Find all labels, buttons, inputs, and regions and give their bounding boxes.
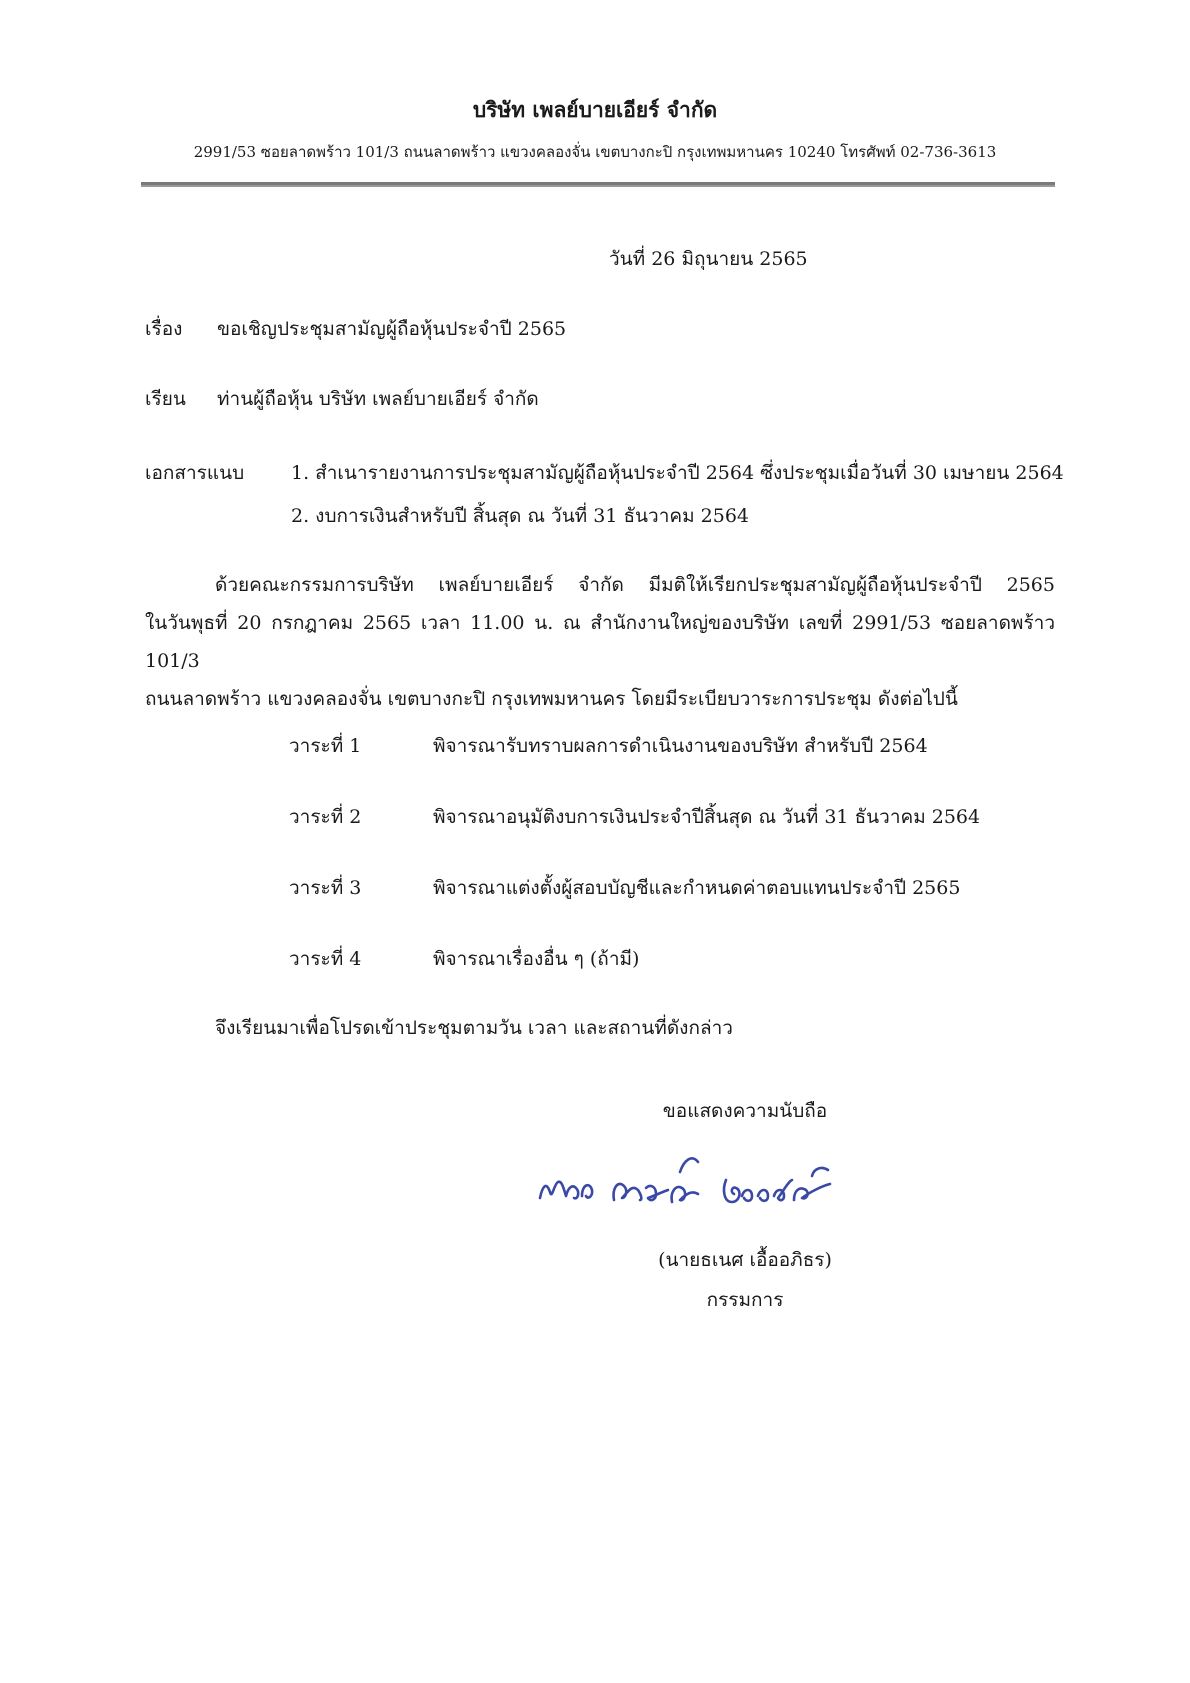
agenda-item bbox=[0, 944, 1190, 974]
agenda-number: วาระที่ 4 bbox=[289, 948, 362, 970]
agenda-number: วาระที่ 2 bbox=[289, 806, 362, 828]
agenda-text: พิจารณาอนุมัติงบการเงินประจำปีสิ้นสุด ณ วันที่ 31 ธันวาคม 2564 bbox=[433, 806, 981, 828]
attachment-item-2: 2. งบการเงินสำหรับปี สิ้นสุด ณ วันที่ 31 ธันวาคม 2564 bbox=[291, 505, 750, 527]
recipient-label: เรียน bbox=[145, 388, 186, 410]
company-name: บริษัท เพลย์บายเอียร์ จำกัด bbox=[472, 97, 718, 122]
attachment-item-1: 1. สำเนารายงานการประชุมสามัญผู้ถือหุ้นประจำปี 2564 ซึ่งประชุมเมื่อวันที่ 30 เมษายน 2564 bbox=[291, 462, 1064, 484]
agenda-text: พิจารณารับทราบผลการดำเนินงานของบริษัท สำหรับปี 2564 bbox=[433, 735, 928, 757]
signer-name: (นายธเนศ เอื้ออภิธร) bbox=[658, 1249, 832, 1271]
agenda-item bbox=[0, 731, 1190, 761]
company-address: 2991/53 ซอยลาดพร้าว 101/3 ถนนลาดพร้าว แขวงคลองจั่น เขตบางกะปิ กรุงเทพมหานคร 10240 โทรศัพท์ 02-736-3613 bbox=[193, 143, 997, 161]
body-line-1: ด้วยคณะกรรมการบริษัท เพลย์บายเอียร์ จำกัด มีมติให้เรียกประชุมสามัญผู้ถือหุ้นประจำปี 2565 bbox=[215, 574, 1055, 596]
closing-sentence: จึงเรียนมาเพื่อโปรดเข้าประชุมตามวัน เวลา และสถานที่ดังกล่าว bbox=[215, 1017, 733, 1039]
body-line-3: ถนนลาดพร้าว แขวงคลองจั่น เขตบางกะปิ กรุงเทพมหานคร โดยมีระเบียบวาระการประชุม ดังต่อไปนี้ bbox=[145, 688, 958, 710]
subject-label: เรื่อง bbox=[145, 318, 183, 340]
header-divider bbox=[141, 182, 1055, 187]
attachments-label: เอกสารแนบ bbox=[145, 462, 245, 484]
body-paragraph bbox=[145, 566, 1055, 718]
signer-position: กรรมการ bbox=[706, 1289, 784, 1311]
agenda-item bbox=[0, 873, 1190, 903]
agenda-number: วาระที่ 1 bbox=[289, 735, 362, 757]
regards-text: ขอแสดงความนับถือ bbox=[662, 1100, 828, 1122]
subject-value: ขอเชิญประชุมสามัญผู้ถือหุ้นประจำปี 2565 bbox=[217, 318, 567, 340]
agenda-number: วาระที่ 3 bbox=[289, 877, 362, 899]
recipient-value: ท่านผู้ถือหุ้น บริษัท เพลย์บายเอียร์ จำกัด bbox=[217, 388, 539, 410]
handwritten-signature bbox=[530, 1140, 860, 1225]
letter-date: วันที่ 26 มิถุนายน 2565 bbox=[609, 248, 808, 270]
body-line-2: ในวันพุธที่ 20 กรกฎาคม 2565 เวลา 11.00 น. ณ สำนักงานใหญ่ของบริษัท เลขที่ 2991/53 ซอยลาดพร้าว 101/3 bbox=[145, 612, 1055, 672]
agenda-text: พิจารณาเรื่องอื่น ๆ (ถ้ามี) bbox=[433, 948, 640, 970]
agenda-item bbox=[0, 802, 1190, 832]
agenda-text: พิจารณาแต่งตั้งผู้สอบบัญชีและกำหนดค่าตอบแทนประจำปี 2565 bbox=[433, 877, 961, 899]
